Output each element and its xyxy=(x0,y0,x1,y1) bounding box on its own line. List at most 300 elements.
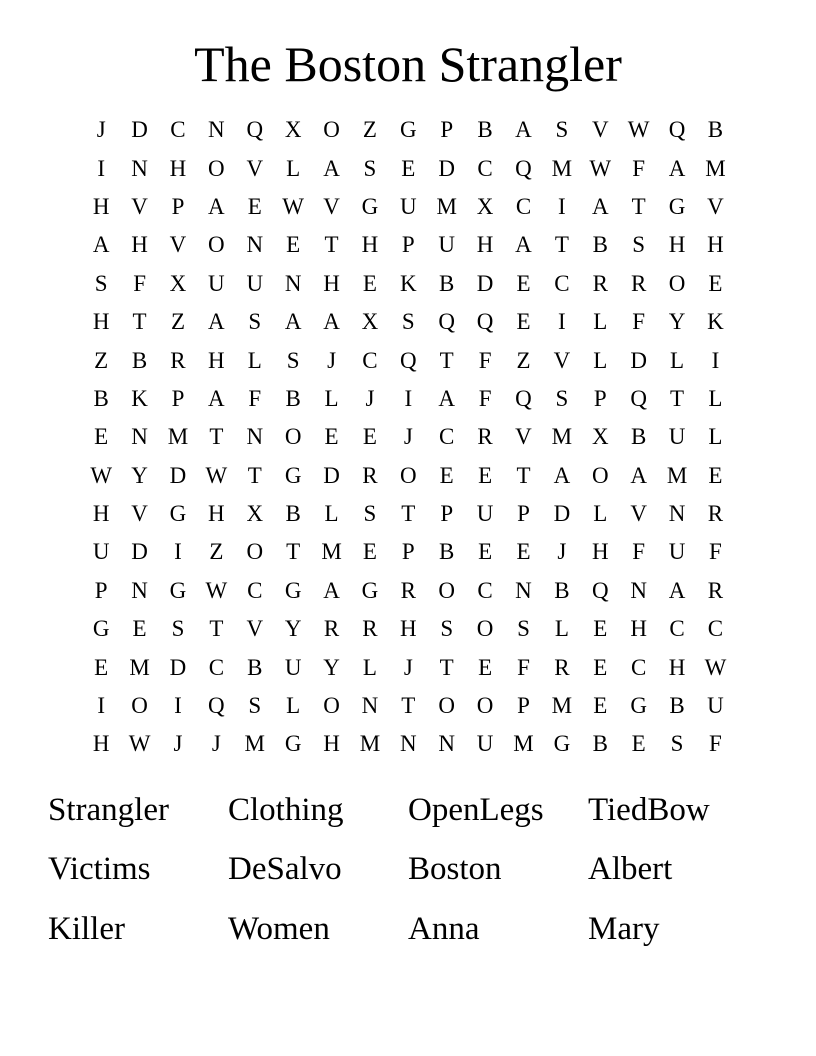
grid-letter: R xyxy=(362,462,378,488)
grid-letter: O xyxy=(131,693,148,719)
grid-letter: E xyxy=(94,424,109,450)
word-list-row xyxy=(48,840,768,900)
grid-letter: P xyxy=(440,117,454,143)
grid-letter: M xyxy=(129,654,150,680)
grid-letter: Q xyxy=(476,309,494,335)
grid-letter: M xyxy=(436,193,457,219)
grid-letter: E xyxy=(478,539,493,565)
grid-letter: S xyxy=(286,347,300,373)
grid-letter: L xyxy=(554,616,569,642)
grid-letter: U xyxy=(707,693,724,719)
grid-letter: T xyxy=(631,193,646,219)
grid-letter: B xyxy=(439,539,455,565)
grid-letter: M xyxy=(321,539,342,565)
grid-letter: L xyxy=(324,501,339,527)
grid-letter: I xyxy=(558,309,566,335)
grid-letter: M xyxy=(666,462,688,488)
grid-letter: Z xyxy=(170,309,185,335)
grid-letter: H xyxy=(208,347,225,373)
grid-letter: N xyxy=(208,117,225,143)
grid-letter: R xyxy=(170,347,186,373)
grid-letter: Q xyxy=(515,385,532,411)
grid-row xyxy=(82,341,736,379)
grid-letter: D xyxy=(131,117,148,143)
grid-row xyxy=(82,572,736,610)
grid-letter: G xyxy=(553,731,571,757)
grid-letter: H xyxy=(591,539,609,565)
grid-letter: Q xyxy=(591,577,609,603)
grid-letter: P xyxy=(94,577,108,603)
grid-letter: C xyxy=(669,616,685,642)
grid-letter: C xyxy=(247,577,263,603)
grid-letter: S xyxy=(555,385,569,411)
grid-letter: Q xyxy=(208,693,225,719)
grid-letter: S xyxy=(401,309,415,335)
grid-letter: A xyxy=(668,577,686,603)
grid-letter: B xyxy=(247,654,263,680)
grid-letter: E xyxy=(324,424,339,450)
grid-row xyxy=(82,610,736,648)
grid-letter: B xyxy=(477,117,493,143)
word-list-row xyxy=(48,899,768,959)
grid-letter: L xyxy=(708,424,723,450)
grid-letter: P xyxy=(171,385,185,411)
grid-letter: Q xyxy=(438,309,456,335)
grid-letter: B xyxy=(285,501,301,527)
grid-letter: O xyxy=(591,462,609,488)
grid-letter: O xyxy=(208,232,225,258)
grid-letter: Q xyxy=(630,385,647,411)
grid-letter: M xyxy=(244,731,265,757)
grid-letter: M xyxy=(705,155,726,181)
grid-letter: V xyxy=(246,616,264,642)
grid-letter: E xyxy=(516,309,531,335)
grid-letter: A xyxy=(323,155,340,181)
grid-letter: S xyxy=(171,616,185,642)
grid-letter: L xyxy=(593,347,608,373)
grid-letter: I xyxy=(174,693,182,719)
grid-letter: T xyxy=(324,232,339,258)
word-list-item: Strangler xyxy=(48,791,169,828)
grid-letter: Q xyxy=(400,347,417,373)
grid-letter: X xyxy=(476,193,494,219)
grid-letter: B xyxy=(93,385,109,411)
grid-letter: M xyxy=(551,155,573,181)
grid-letter: D xyxy=(131,539,148,565)
grid-letter: V xyxy=(131,501,148,527)
grid-letter: F xyxy=(709,539,722,565)
grid-letter: S xyxy=(363,155,377,181)
grid-letter: F xyxy=(709,731,722,757)
grid-letter: E xyxy=(631,731,646,757)
grid-letter: P xyxy=(517,693,530,719)
grid-letter: M xyxy=(167,424,189,450)
grid-letter: P xyxy=(517,501,530,527)
grid-letter: L xyxy=(324,385,339,411)
grid-letter: S xyxy=(248,309,262,335)
grid-letter: B xyxy=(554,577,570,603)
grid-letter: J xyxy=(403,654,413,680)
word-list-row xyxy=(48,780,768,840)
grid-letter: P xyxy=(440,501,454,527)
grid-letter: C xyxy=(630,654,647,680)
grid-letter: H xyxy=(323,270,340,296)
word-list xyxy=(48,780,768,959)
grid-letter: E xyxy=(362,270,377,296)
grid-letter: E xyxy=(516,270,531,296)
grid-letter: G xyxy=(169,501,187,527)
grid-letter: D xyxy=(169,654,187,680)
grid-letter: R xyxy=(400,577,416,603)
grid-letter: O xyxy=(284,424,302,450)
grid-letter: T xyxy=(439,654,454,680)
grid-letter: A xyxy=(208,309,225,335)
grid-letter: E xyxy=(516,539,531,565)
grid-letter: R xyxy=(477,424,493,450)
grid-letter: E xyxy=(362,539,377,565)
grid-letter: P xyxy=(593,385,607,411)
grid-letter: H xyxy=(668,232,686,258)
grid-letter: B xyxy=(592,232,608,258)
grid-letter: X xyxy=(169,270,187,296)
grid-letter: U xyxy=(92,539,110,565)
grid-letter: H xyxy=(323,731,340,757)
grid-letter: F xyxy=(632,155,646,181)
grid-letter: L xyxy=(708,385,723,411)
grid-letter: F xyxy=(248,385,262,411)
grid-letter: G xyxy=(400,117,417,143)
grid-letter: O xyxy=(476,693,494,719)
grid-letter: G xyxy=(284,577,302,603)
grid-letter: S xyxy=(248,693,262,719)
grid-letter: E xyxy=(593,654,608,680)
grid-letter: S xyxy=(670,731,684,757)
grid-letter: R xyxy=(707,577,724,603)
grid-letter: Z xyxy=(362,117,377,143)
grid-letter: L xyxy=(593,501,608,527)
grid-letter: R xyxy=(630,270,647,296)
grid-letter: H xyxy=(707,232,724,258)
grid-letter: V xyxy=(515,424,532,450)
grid-letter: H xyxy=(92,731,110,757)
grid-letter: L xyxy=(286,155,301,181)
grid-letter: M xyxy=(551,693,573,719)
grid-letter: I xyxy=(711,347,720,373)
grid-letter: B xyxy=(669,693,685,719)
grid-letter: D xyxy=(553,501,571,527)
grid-letter: J xyxy=(327,347,337,373)
grid-letter: E xyxy=(286,232,301,258)
grid-letter: O xyxy=(246,539,264,565)
grid-letter: S xyxy=(555,117,569,143)
grid-letter: S xyxy=(440,616,454,642)
grid-letter: X xyxy=(591,424,609,450)
grid-letter: J xyxy=(365,385,375,411)
grid-letter: N xyxy=(246,232,264,258)
grid-letter: N xyxy=(438,731,456,757)
grid-letter: L xyxy=(593,309,608,335)
grid-letter: B xyxy=(285,385,301,411)
grid-letter: D xyxy=(630,347,647,373)
grid-letter: S xyxy=(632,232,646,258)
grid-letter: W xyxy=(589,155,612,181)
grid-letter: F xyxy=(478,385,492,411)
grid-letter: B xyxy=(707,117,724,143)
grid-letter: E xyxy=(439,462,454,488)
grid-letter: F xyxy=(133,270,146,296)
grid-letter: R xyxy=(362,616,378,642)
grid-letter: V xyxy=(591,117,609,143)
grid-letter: H xyxy=(630,616,647,642)
grid-letter: E xyxy=(593,693,608,719)
grid-letter: O xyxy=(400,462,417,488)
grid-letter: T xyxy=(401,693,416,719)
grid-row xyxy=(82,226,736,264)
grid-letter: L xyxy=(286,693,301,719)
grid-letter: A xyxy=(515,232,532,258)
grid-letter: T xyxy=(247,462,262,488)
grid-letter: G xyxy=(668,193,686,219)
word-list-item: Clothing xyxy=(228,791,344,828)
grid-letter: C xyxy=(554,270,570,296)
grid-letter: T xyxy=(401,501,416,527)
grid-letter: O xyxy=(323,693,340,719)
grid-letter: O xyxy=(476,616,494,642)
letter-grid xyxy=(82,111,736,764)
grid-letter: Z xyxy=(94,347,109,373)
word-list-item: Killer xyxy=(48,910,125,947)
grid-letter: E xyxy=(708,462,723,488)
grid-letter: A xyxy=(668,155,686,181)
grid-letter: U xyxy=(476,731,494,757)
grid-letter: Z xyxy=(209,539,224,565)
grid-letter: O xyxy=(438,577,456,603)
word-list-item: OpenLegs xyxy=(408,791,544,828)
grid-letter: D xyxy=(476,270,494,296)
grid-row xyxy=(82,149,736,187)
word-list-item: DeSalvo xyxy=(228,851,342,888)
grid-letter: H xyxy=(668,654,686,680)
grid-letter: B xyxy=(131,347,148,373)
grid-letter: T xyxy=(554,232,569,258)
grid-letter: W xyxy=(205,577,228,603)
grid-letter: T xyxy=(209,424,224,450)
grid-letter: V xyxy=(131,193,148,219)
grid-letter: V xyxy=(323,193,340,219)
grid-letter: I xyxy=(97,155,106,181)
grid-letter: Q xyxy=(515,155,532,181)
grid-letter: E xyxy=(362,424,377,450)
grid-letter: N xyxy=(246,424,264,450)
word-list-item: Women xyxy=(228,910,330,947)
grid-letter: F xyxy=(478,347,492,373)
grid-letter: G xyxy=(284,462,302,488)
grid-letter: C xyxy=(170,117,186,143)
grid-letter: Y xyxy=(668,309,686,335)
grid-letter: A xyxy=(323,577,340,603)
grid-letter: E xyxy=(94,654,109,680)
grid-letter: V xyxy=(169,232,187,258)
grid-letter: P xyxy=(171,193,185,219)
grid-letter: B xyxy=(592,731,608,757)
grid-letter: C xyxy=(707,616,724,642)
grid-letter: K xyxy=(707,309,724,335)
grid-letter: S xyxy=(363,501,377,527)
grid-letter: C xyxy=(477,155,493,181)
grid-letter: T xyxy=(209,616,224,642)
grid-letter: C xyxy=(439,424,455,450)
grid-letter: H xyxy=(361,232,379,258)
grid-letter: G xyxy=(92,616,110,642)
grid-letter: X xyxy=(361,309,379,335)
grid-row xyxy=(82,648,736,686)
grid-letter: C xyxy=(362,347,378,373)
grid-letter: I xyxy=(174,539,182,565)
word-list-item: TiedBow xyxy=(588,791,710,828)
grid-letter: J xyxy=(173,731,183,757)
grid-letter: A xyxy=(515,117,532,143)
grid-letter: G xyxy=(361,193,379,219)
grid-letter: P xyxy=(401,232,415,258)
grid-letter: E xyxy=(593,616,608,642)
grid-letter: D xyxy=(323,462,340,488)
grid-letter: T xyxy=(132,309,147,335)
grid-letter: W xyxy=(205,462,228,488)
grid-letter: H xyxy=(92,309,110,335)
word-list-item: Boston xyxy=(408,851,502,888)
grid-letter: B xyxy=(630,424,647,450)
grid-letter: R xyxy=(707,501,724,527)
grid-letter: F xyxy=(632,539,646,565)
grid-row xyxy=(82,380,736,418)
grid-letter: U xyxy=(400,193,417,219)
grid-letter: A xyxy=(208,193,225,219)
grid-letter: F xyxy=(632,309,646,335)
grid-letter: V xyxy=(553,347,571,373)
grid-letter: U xyxy=(476,501,494,527)
grid-letter: T xyxy=(516,462,531,488)
grid-row xyxy=(82,687,736,725)
grid-letter: E xyxy=(708,270,723,296)
grid-letter: A xyxy=(591,193,609,219)
word-list-item: Victims xyxy=(48,851,151,888)
grid-letter: J xyxy=(211,731,221,757)
grid-row xyxy=(82,265,736,303)
grid-letter: L xyxy=(670,347,685,373)
grid-letter: N xyxy=(630,577,647,603)
grid-letter: R xyxy=(592,270,608,296)
grid-letter: N xyxy=(361,693,379,719)
word-list-item: Anna xyxy=(408,910,480,947)
grid-letter: H xyxy=(92,193,110,219)
grid-letter: W xyxy=(282,193,304,219)
grid-letter: U xyxy=(284,654,302,680)
grid-letter: H xyxy=(476,232,494,258)
grid-letter: N xyxy=(284,270,302,296)
grid-letter: V xyxy=(246,155,264,181)
page-title: The Boston Strangler xyxy=(194,36,622,92)
grid-letter: M xyxy=(359,731,381,757)
grid-letter: O xyxy=(208,155,225,181)
grid-letter: U xyxy=(668,424,686,450)
grid-letter: I xyxy=(558,193,566,219)
grid-letter: S xyxy=(94,270,108,296)
grid-letter: N xyxy=(515,577,532,603)
grid-letter: N xyxy=(131,424,148,450)
grid-letter: G xyxy=(630,693,647,719)
grid-letter: W xyxy=(627,117,650,143)
grid-letter: A xyxy=(284,309,302,335)
grid-letter: G xyxy=(284,731,302,757)
grid-letter: M xyxy=(513,731,534,757)
grid-letter: L xyxy=(362,654,377,680)
grid-row xyxy=(82,188,736,226)
grid-letter: K xyxy=(131,385,148,411)
grid-letter: Q xyxy=(246,117,264,143)
grid-letter: E xyxy=(401,155,416,181)
grid-letter: W xyxy=(704,654,727,680)
grid-letter: A xyxy=(438,385,456,411)
grid-letter: X xyxy=(284,117,302,143)
grid-letter: C xyxy=(515,193,532,219)
word-list-item: Mary xyxy=(588,910,660,947)
grid-letter: I xyxy=(97,693,106,719)
grid-row xyxy=(82,111,736,149)
grid-letter: V xyxy=(630,501,647,527)
grid-letter: G xyxy=(361,577,379,603)
grid-letter: C xyxy=(208,654,225,680)
grid-letter: A xyxy=(323,309,340,335)
grid-row xyxy=(82,725,736,763)
grid-letter: R xyxy=(554,654,570,680)
grid-letter: U xyxy=(438,232,456,258)
grid-letter: D xyxy=(438,155,456,181)
grid-letter: E xyxy=(478,462,493,488)
grid-letter: C xyxy=(477,577,493,603)
grid-letter: W xyxy=(90,462,113,488)
grid-letter: N xyxy=(131,577,148,603)
grid-letter: K xyxy=(400,270,417,296)
grid-letter: T xyxy=(286,539,301,565)
grid-letter: G xyxy=(169,577,187,603)
grid-letter: A xyxy=(92,232,110,258)
grid-letter: J xyxy=(557,539,567,565)
grid-letter: Q xyxy=(668,117,686,143)
grid-letter: T xyxy=(670,385,685,411)
grid-letter: H xyxy=(92,501,110,527)
grid-letter: B xyxy=(439,270,455,296)
grid-row xyxy=(82,533,736,571)
grid-letter: J xyxy=(403,424,413,450)
grid-letter: U xyxy=(246,270,264,296)
grid-letter: H xyxy=(131,232,148,258)
grid-row xyxy=(82,457,736,495)
grid-letter: Y xyxy=(323,654,340,680)
grid-letter: T xyxy=(439,347,454,373)
grid-row xyxy=(82,418,736,456)
grid-letter: A xyxy=(208,385,225,411)
grid-letter: E xyxy=(478,654,493,680)
grid-letter: D xyxy=(169,462,187,488)
grid-letter: R xyxy=(323,616,340,642)
grid-letter: N xyxy=(668,501,686,527)
grid-letter: Z xyxy=(516,347,531,373)
grid-row xyxy=(82,303,736,341)
grid-letter: F xyxy=(517,654,530,680)
grid-letter: X xyxy=(246,501,264,527)
grid-letter: W xyxy=(128,731,151,757)
grid-letter: S xyxy=(517,616,530,642)
